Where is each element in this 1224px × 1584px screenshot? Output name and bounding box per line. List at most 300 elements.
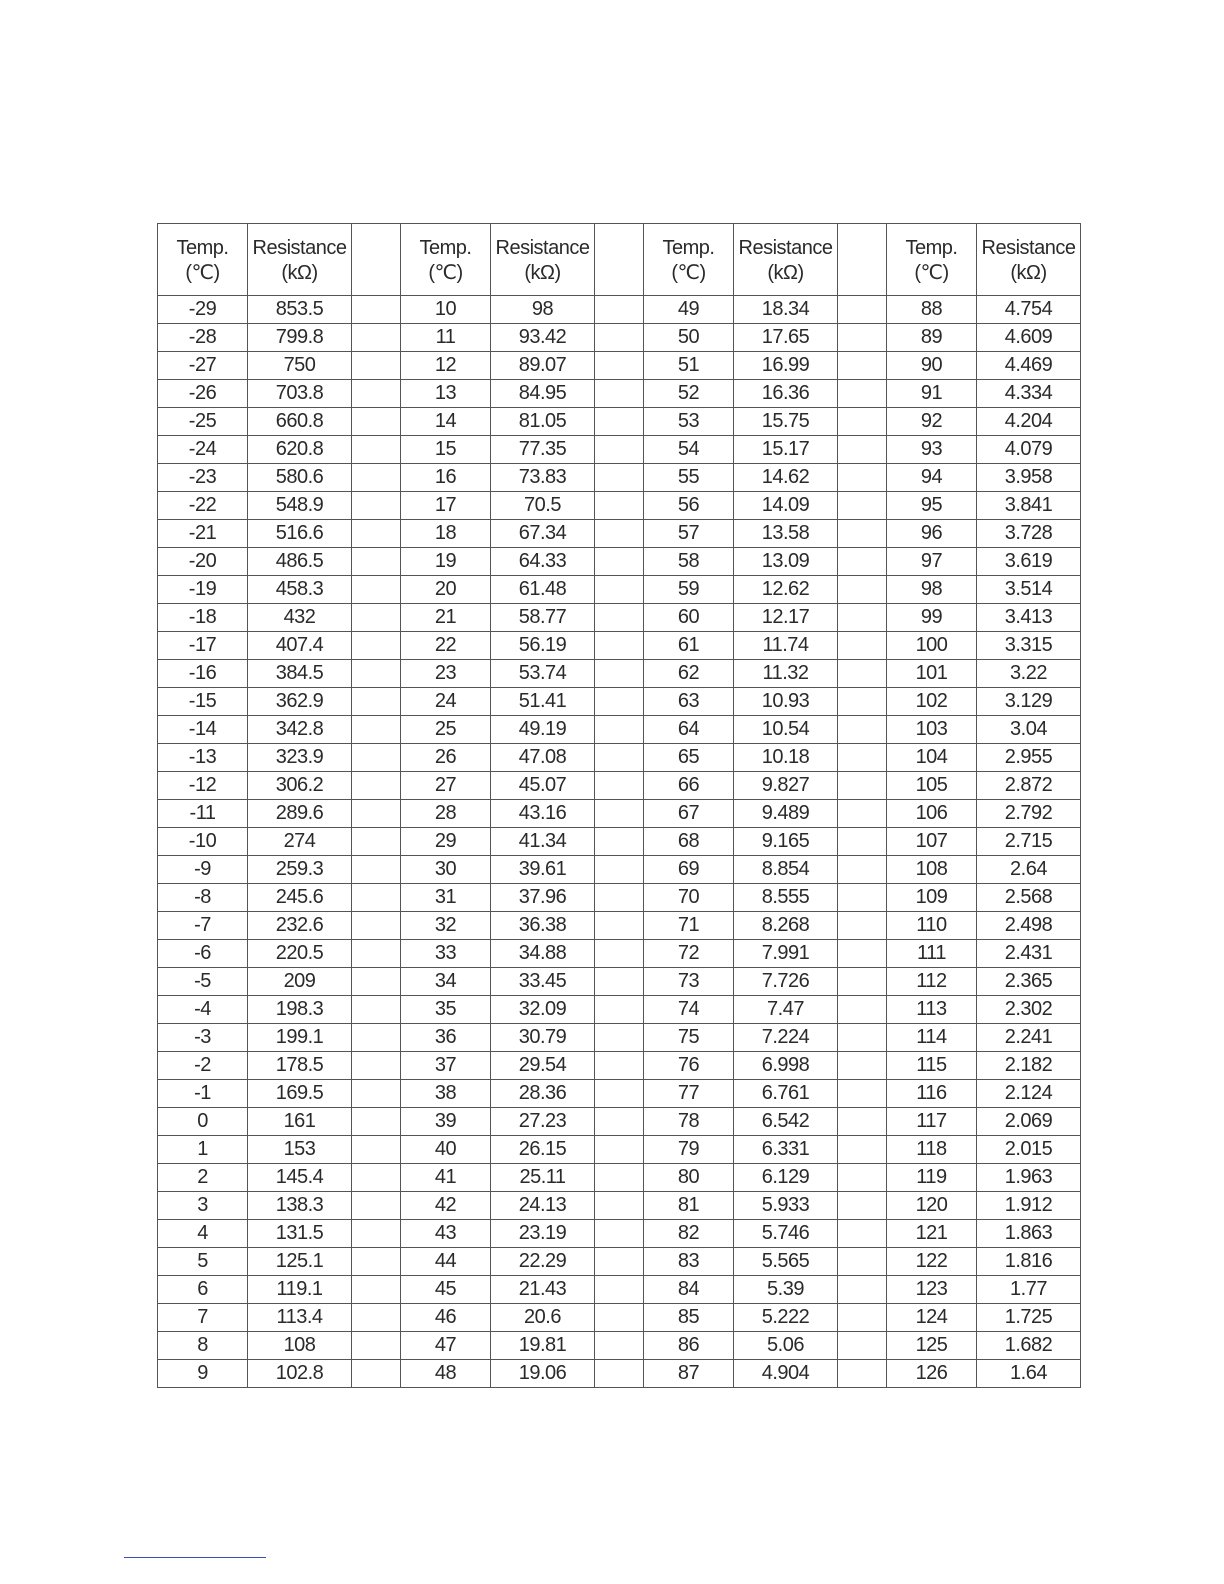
column-spacer [595,324,644,352]
resistance-cell: 2.64 [977,856,1081,884]
resistance-cell: 41.34 [491,828,595,856]
column-spacer [838,632,887,660]
temp-cell: 47 [401,1332,491,1360]
temp-cell: 79 [644,1136,734,1164]
column-spacer [838,1332,887,1360]
resistance-cell: 178.5 [248,1052,352,1080]
temp-cell: 21 [401,604,491,632]
temp-cell: -13 [158,744,248,772]
resistance-cell: 10.18 [734,744,838,772]
temp-cell: 105 [887,772,977,800]
table-body [158,296,1081,1388]
header-label: Resistance [981,236,1076,259]
column-spacer [595,1220,644,1248]
temp-cell: 10 [401,296,491,324]
column-spacer [595,968,644,996]
column-spacer [352,716,401,744]
table-row [158,1024,1081,1052]
column-spacer [352,912,401,940]
table-row [158,380,1081,408]
table-row [158,576,1081,604]
temp-cell: 48 [401,1360,491,1388]
temp-cell: -27 [158,352,248,380]
column-spacer [595,1192,644,1220]
temp-cell: -20 [158,548,248,576]
temp-cell: 55 [644,464,734,492]
column-spacer [352,1248,401,1276]
column-spacer [595,1052,644,1080]
resistance-cell: 73.83 [491,464,595,492]
temp-cell: 60 [644,604,734,632]
column-spacer [595,352,644,380]
table-row [158,1192,1081,1220]
resistance-cell: 1.863 [977,1220,1081,1248]
header-label: Resistance [738,236,833,259]
resistance-cell: 703.8 [248,380,352,408]
column-spacer [595,520,644,548]
temp-cell: 25 [401,716,491,744]
temp-cell: 108 [887,856,977,884]
table-row [158,856,1081,884]
temp-cell: 37 [401,1052,491,1080]
resistance-cell: 2.431 [977,940,1081,968]
header-unit: (℃) [428,261,463,284]
column-spacer [352,464,401,492]
temp-cell: 34 [401,968,491,996]
column-spacer [838,912,887,940]
resistance-cell: 245.6 [248,884,352,912]
temp-cell: 20 [401,576,491,604]
resistance-cell: 7.224 [734,1024,838,1052]
resistance-cell: 432 [248,604,352,632]
column-spacer [595,660,644,688]
resistance-column-header [491,224,595,296]
resistance-cell: 1.77 [977,1276,1081,1304]
temp-cell: -7 [158,912,248,940]
resistance-cell: 342.8 [248,716,352,744]
resistance-cell: 323.9 [248,744,352,772]
resistance-cell: 4.469 [977,352,1081,380]
resistance-cell: 15.17 [734,436,838,464]
table-row [158,968,1081,996]
temp-cell: 4 [158,1220,248,1248]
temp-cell: 117 [887,1108,977,1136]
temp-cell: 65 [644,744,734,772]
resistance-cell: 407.4 [248,632,352,660]
resistance-cell: 84.95 [491,380,595,408]
table-row [158,744,1081,772]
resistance-cell: 3.315 [977,632,1081,660]
temp-cell: 119 [887,1164,977,1192]
resistance-cell: 2.792 [977,800,1081,828]
temp-cell: -19 [158,576,248,604]
column-spacer [352,828,401,856]
resistance-cell: 14.09 [734,492,838,520]
table-row [158,296,1081,324]
column-spacer [595,576,644,604]
temp-cell: 84 [644,1276,734,1304]
resistance-cell: 13.58 [734,520,838,548]
column-spacer [595,1360,644,1388]
resistance-cell: 660.8 [248,408,352,436]
temp-cell: 98 [887,576,977,604]
column-spacer [838,604,887,632]
resistance-cell: 81.05 [491,408,595,436]
temp-cell: 63 [644,688,734,716]
column-spacer [595,716,644,744]
temp-cell: 82 [644,1220,734,1248]
table-row [158,1248,1081,1276]
column-spacer [838,968,887,996]
resistance-cell: 16.36 [734,380,838,408]
temp-cell: 39 [401,1108,491,1136]
temp-cell: -10 [158,828,248,856]
table-row [158,1360,1081,1388]
resistance-cell: 289.6 [248,800,352,828]
resistance-cell: 458.3 [248,576,352,604]
resistance-column-header [734,224,838,296]
temp-cell: 24 [401,688,491,716]
table-row [158,632,1081,660]
temp-cell: 124 [887,1304,977,1332]
resistance-cell: 70.5 [491,492,595,520]
table-row [158,660,1081,688]
column-spacer [595,492,644,520]
resistance-cell: 26.15 [491,1136,595,1164]
header-label: Temp. [905,236,958,259]
resistance-cell: 6.998 [734,1052,838,1080]
resistance-cell: 5.39 [734,1276,838,1304]
resistance-cell: 580.6 [248,464,352,492]
resistance-cell: 2.568 [977,884,1081,912]
table-row [158,828,1081,856]
column-spacer [595,1136,644,1164]
column-spacer [838,296,887,324]
resistance-cell: 3.129 [977,688,1081,716]
column-spacer [595,1248,644,1276]
temp-cell: 12 [401,352,491,380]
resistance-cell: 486.5 [248,548,352,576]
column-spacer [352,1332,401,1360]
resistance-cell: 125.1 [248,1248,352,1276]
resistance-cell: 47.08 [491,744,595,772]
column-spacer [838,660,887,688]
temp-cell: 59 [644,576,734,604]
temp-cell: 106 [887,800,977,828]
resistance-cell: 3.413 [977,604,1081,632]
column-spacer [352,352,401,380]
resistance-cell: 2.955 [977,744,1081,772]
resistance-cell: 384.5 [248,660,352,688]
resistance-cell: 23.19 [491,1220,595,1248]
temp-cell: 81 [644,1192,734,1220]
resistance-cell: 853.5 [248,296,352,324]
column-spacer [595,996,644,1024]
temp-cell: 76 [644,1052,734,1080]
temp-cell: -21 [158,520,248,548]
resistance-cell: 13.09 [734,548,838,576]
column-spacer [595,856,644,884]
resistance-cell: 4.754 [977,296,1081,324]
column-spacer [838,380,887,408]
temp-cell: 75 [644,1024,734,1052]
column-spacer [595,1164,644,1192]
column-spacer [352,884,401,912]
resistance-cell: 21.43 [491,1276,595,1304]
temp-cell: 71 [644,912,734,940]
temp-cell: 112 [887,968,977,996]
temp-cell: 97 [887,548,977,576]
temp-cell: 99 [887,604,977,632]
column-spacer [352,968,401,996]
column-spacer [595,408,644,436]
table-row [158,1164,1081,1192]
resistance-cell: 2.872 [977,772,1081,800]
temp-cell: 41 [401,1164,491,1192]
temp-cell: 94 [887,464,977,492]
temp-cell: 35 [401,996,491,1024]
column-spacer [595,464,644,492]
temp-cell: 114 [887,1024,977,1052]
temp-cell: 49 [644,296,734,324]
header-unit: (℃) [914,261,949,284]
column-spacer [352,1304,401,1332]
temp-cell: 92 [887,408,977,436]
temp-cell: 80 [644,1164,734,1192]
column-spacer [352,1192,401,1220]
table-row [158,1080,1081,1108]
column-spacer [352,436,401,464]
column-spacer [595,1332,644,1360]
header-unit: (kΩ) [281,261,318,284]
temp-cell: 33 [401,940,491,968]
temp-cell: 7 [158,1304,248,1332]
column-spacer [838,224,887,296]
temp-cell: 46 [401,1304,491,1332]
resistance-cell: 12.62 [734,576,838,604]
column-spacer [838,744,887,772]
temp-cell: 101 [887,660,977,688]
temp-cell: 28 [401,800,491,828]
temp-cell: -2 [158,1052,248,1080]
resistance-cell: 362.9 [248,688,352,716]
temp-cell: 90 [887,352,977,380]
resistance-cell: 33.45 [491,968,595,996]
temp-cell: 54 [644,436,734,464]
resistance-cell: 19.06 [491,1360,595,1388]
resistance-cell: 8.555 [734,884,838,912]
resistance-cell: 10.93 [734,688,838,716]
column-spacer [595,604,644,632]
temp-cell: 123 [887,1276,977,1304]
resistance-cell: 7.47 [734,996,838,1024]
temp-column-header [887,224,977,296]
temp-cell: 83 [644,1248,734,1276]
temp-cell: 2 [158,1164,248,1192]
temp-cell: 27 [401,772,491,800]
temp-cell: 110 [887,912,977,940]
resistance-cell: 102.8 [248,1360,352,1388]
resistance-cell: 45.07 [491,772,595,800]
resistance-cell: 620.8 [248,436,352,464]
temp-column-header [401,224,491,296]
column-spacer [352,996,401,1024]
table-row [158,996,1081,1024]
column-spacer [352,1220,401,1248]
temp-cell: 40 [401,1136,491,1164]
column-spacer [838,688,887,716]
column-spacer [595,772,644,800]
resistance-cell: 1.912 [977,1192,1081,1220]
temp-column-header [644,224,734,296]
column-spacer [838,1276,887,1304]
table-row [158,1276,1081,1304]
resistance-cell: 198.3 [248,996,352,1024]
temperature-resistance-table [157,223,1081,1388]
temp-cell: 86 [644,1332,734,1360]
temp-cell: 0 [158,1108,248,1136]
column-spacer [838,520,887,548]
column-spacer [595,1304,644,1332]
column-spacer [352,1276,401,1304]
column-spacer [838,1024,887,1052]
column-spacer [595,688,644,716]
temp-cell: 89 [887,324,977,352]
column-spacer [595,632,644,660]
table-row [158,492,1081,520]
temp-cell: 93 [887,436,977,464]
resistance-cell: 108 [248,1332,352,1360]
temp-cell: 85 [644,1304,734,1332]
resistance-cell: 98 [491,296,595,324]
resistance-cell: 6.761 [734,1080,838,1108]
temp-cell: 30 [401,856,491,884]
column-spacer [352,604,401,632]
resistance-cell: 259.3 [248,856,352,884]
column-spacer [595,940,644,968]
column-spacer [838,1304,887,1332]
column-spacer [838,1220,887,1248]
resistance-cell: 12.17 [734,604,838,632]
table-header-row [158,224,1081,296]
temp-cell: -22 [158,492,248,520]
column-spacer [352,660,401,688]
resistance-cell: 29.54 [491,1052,595,1080]
resistance-cell: 131.5 [248,1220,352,1248]
resistance-cell: 5.565 [734,1248,838,1276]
temp-cell: 118 [887,1136,977,1164]
temp-cell: 88 [887,296,977,324]
resistance-cell: 2.498 [977,912,1081,940]
resistance-cell: 4.904 [734,1360,838,1388]
column-spacer [595,828,644,856]
table-row [158,800,1081,828]
temp-cell: 58 [644,548,734,576]
temp-cell: 72 [644,940,734,968]
column-spacer [595,912,644,940]
column-spacer [352,1360,401,1388]
temp-cell: 74 [644,996,734,1024]
temp-cell: -29 [158,296,248,324]
column-spacer [352,688,401,716]
header-label: Temp. [176,236,229,259]
resistance-cell: 34.88 [491,940,595,968]
resistance-cell: 1.816 [977,1248,1081,1276]
column-spacer [595,296,644,324]
temp-cell: -23 [158,464,248,492]
column-spacer [352,324,401,352]
resistance-cell: 58.77 [491,604,595,632]
table-row [158,1108,1081,1136]
resistance-cell: 18.34 [734,296,838,324]
temp-cell: -3 [158,1024,248,1052]
temp-cell: 120 [887,1192,977,1220]
table-row [158,940,1081,968]
table-row [158,604,1081,632]
temp-cell: 31 [401,884,491,912]
table-row [158,1052,1081,1080]
column-spacer [595,884,644,912]
temp-cell: 56 [644,492,734,520]
resistance-cell: 6.331 [734,1136,838,1164]
table-row [158,520,1081,548]
column-spacer [595,1080,644,1108]
temp-cell: -26 [158,380,248,408]
resistance-cell: 3.958 [977,464,1081,492]
temp-cell: 52 [644,380,734,408]
table-row [158,1220,1081,1248]
resistance-cell: 5.222 [734,1304,838,1332]
temp-cell: 69 [644,856,734,884]
resistance-cell: 199.1 [248,1024,352,1052]
column-spacer [352,1024,401,1052]
resistance-cell: 4.334 [977,380,1081,408]
table-row [158,716,1081,744]
column-spacer [595,744,644,772]
resistance-cell: 11.32 [734,660,838,688]
resistance-cell: 9.489 [734,800,838,828]
resistance-cell: 516.6 [248,520,352,548]
resistance-cell: 93.42 [491,324,595,352]
column-spacer [595,800,644,828]
column-spacer [838,1192,887,1220]
resistance-cell: 15.75 [734,408,838,436]
temp-cell: -6 [158,940,248,968]
resistance-column-header [248,224,352,296]
temp-cell: 18 [401,520,491,548]
resistance-cell: 4.079 [977,436,1081,464]
column-spacer [352,1136,401,1164]
temp-cell: 14 [401,408,491,436]
resistance-cell: 232.6 [248,912,352,940]
temp-cell: 115 [887,1052,977,1080]
temp-cell: 42 [401,1192,491,1220]
header-unit: (kΩ) [767,261,804,284]
table-row [158,548,1081,576]
table-row [158,464,1081,492]
temp-cell: -8 [158,884,248,912]
temp-cell: 109 [887,884,977,912]
column-spacer [838,1164,887,1192]
resistance-cell: 113.4 [248,1304,352,1332]
resistance-cell: 11.74 [734,632,838,660]
temp-cell: 23 [401,660,491,688]
temp-cell: 113 [887,996,977,1024]
temp-cell: -28 [158,324,248,352]
temp-cell: -24 [158,436,248,464]
column-spacer [595,548,644,576]
column-spacer [352,520,401,548]
